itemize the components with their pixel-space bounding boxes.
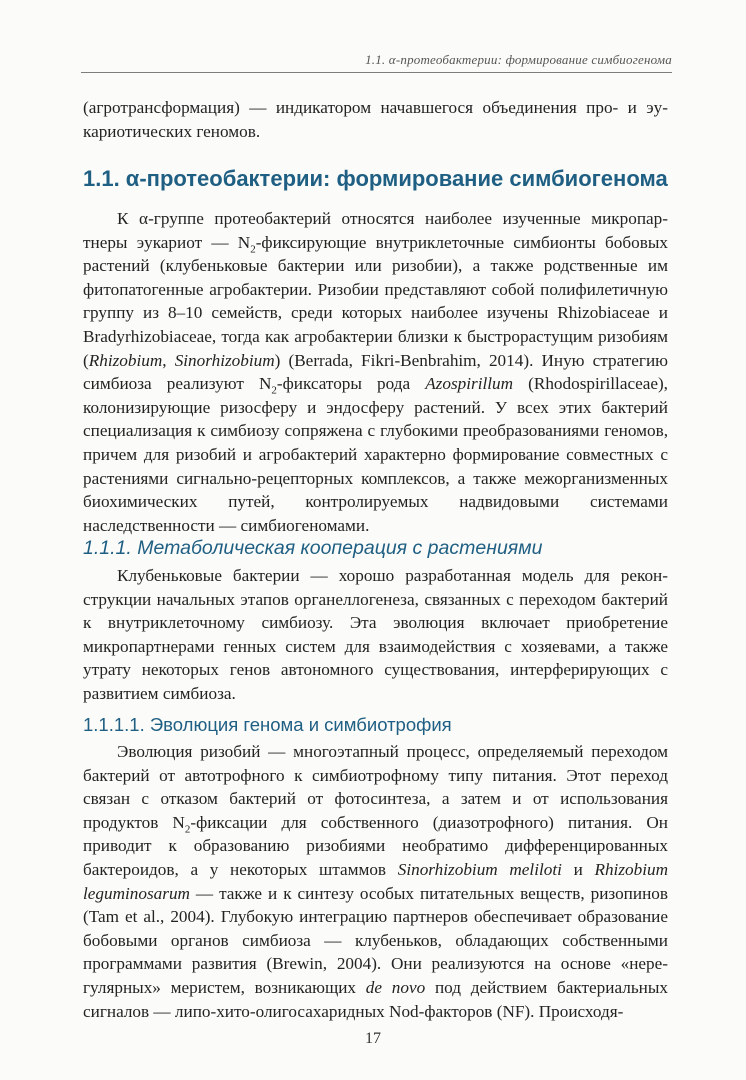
text-run: — также и к синтезу особых питательных веществ, ризопинов (Tam et al., 2004). Глубокую интеграцию партнеров обеспечивает образование бобовыми органов симбиоза — клубеньков, обладающих собственными программами развития (Brewin, 2004). Они реализуются на основе «нерегулярных» меристем, возникающих <box>83 883 668 997</box>
intro-line: (агротрансформация) — индикатором начавшегося объединения про- и эу- <box>83 98 668 117</box>
body-paragraph-2: Клубеньковые бактерии — хорошо разработанная модель для реконструкции начальных этапов органеллогенеза, связанных с переходом бактерий к внутриклеточному симбиозу. Эта эволюция включает приобретение микропартнерами генных систем для взаимодействия с хозяевами, а также утрату некоторых генов автономного существования, интерферирующих с развитием симбиоза. <box>83 566 668 703</box>
taxon-name: Sinorhizobium <box>174 350 275 370</box>
text-run: под действием бактериальных сигналов — липо-хито-олигосахаридных Nod-факторов (NF). Происходя- <box>83 977 668 1021</box>
text-run: ) (Berrada, Fikri-Benbrahim, 2014). Иную стратегию симбиоза реализуют N <box>83 350 669 394</box>
text-run: Эволюция ризобий — многоэтапный процесс, определяемый переходом бактерий от автотрофного к симбиотрофному типу питания. Этот переход связан с отказом бактерий от фотосинтеза, а затем и от использования продуктов N <box>83 742 668 832</box>
text-run: -фиксаторы рода <box>276 374 426 394</box>
page-number: 17 <box>365 1030 381 1047</box>
latin-phrase: de novo <box>365 977 426 997</box>
text-run: , <box>162 350 175 370</box>
text-run: (Rhodospirillaceae), колонизирующие ризосферу и эндосферу растений. У всех этих бактерий специализация к симбиозу сопряжена с глубокими преобразованиями геномов, причем для ризобий и агробактерий характерно формирование совместных с растениями сигнально-рецепторных комплексов, а также межорганизменных биохимических путей, контролируемых надвидовыми системами наследственности — симбиогеномами. <box>83 374 668 535</box>
text-run: -фиксации для собственного (диазотрофного) питания. Он приводит к образованию ризобиями необратимо дифференцированных бактероидов, а у некоторых штаммов <box>83 812 668 879</box>
header-rule <box>81 72 672 73</box>
taxon-name: Azospirillum <box>425 374 514 394</box>
subscript: 2 <box>271 384 277 397</box>
intro-line: кариотических геномов. <box>83 121 261 141</box>
running-head: 1.1. α-протеобактерии: формирование симбиогенома <box>365 52 672 67</box>
intro-paragraph <box>83 96 668 143</box>
subsection-title: 1.1.1. Метаболическая кооперация с растениями <box>83 537 543 559</box>
section-title: 1.1. α-протеобактерии: формирование симбиогенома <box>83 166 668 191</box>
body-paragraph-1 <box>83 207 668 537</box>
taxon-name: Sinorhizobium meliloti <box>397 859 562 879</box>
subscript: 2 <box>184 823 191 836</box>
taxon-name: Rhizobium leguminosarum <box>83 859 668 903</box>
subscript: 2 <box>250 243 256 256</box>
body-paragraph-3 <box>83 740 668 1023</box>
taxon-name: Rhizobium <box>88 350 163 370</box>
text-run: К α-группе протеобактерий относятся наиболее изученные микропартнеры эукариот — N <box>83 209 668 252</box>
text-run: и <box>561 859 595 879</box>
text-run: -фиксирующие внутриклеточные симбионты бобовых растений (клубеньковые бактерии или ризобии), а также родственные им фитопатогенные агробактерии. Ризобии представляют собой полифилетичную группу из 8–10 семейств, среди которых наиболее изучены Rhizobiaceae и Bradyrhizobiaceae, тогда как агробактерии близки к быстрорастущим ризобиям ( <box>83 232 668 370</box>
subsubsection-title: 1.1.1.1. Эволюция генома и симбиотрофия <box>83 714 452 735</box>
